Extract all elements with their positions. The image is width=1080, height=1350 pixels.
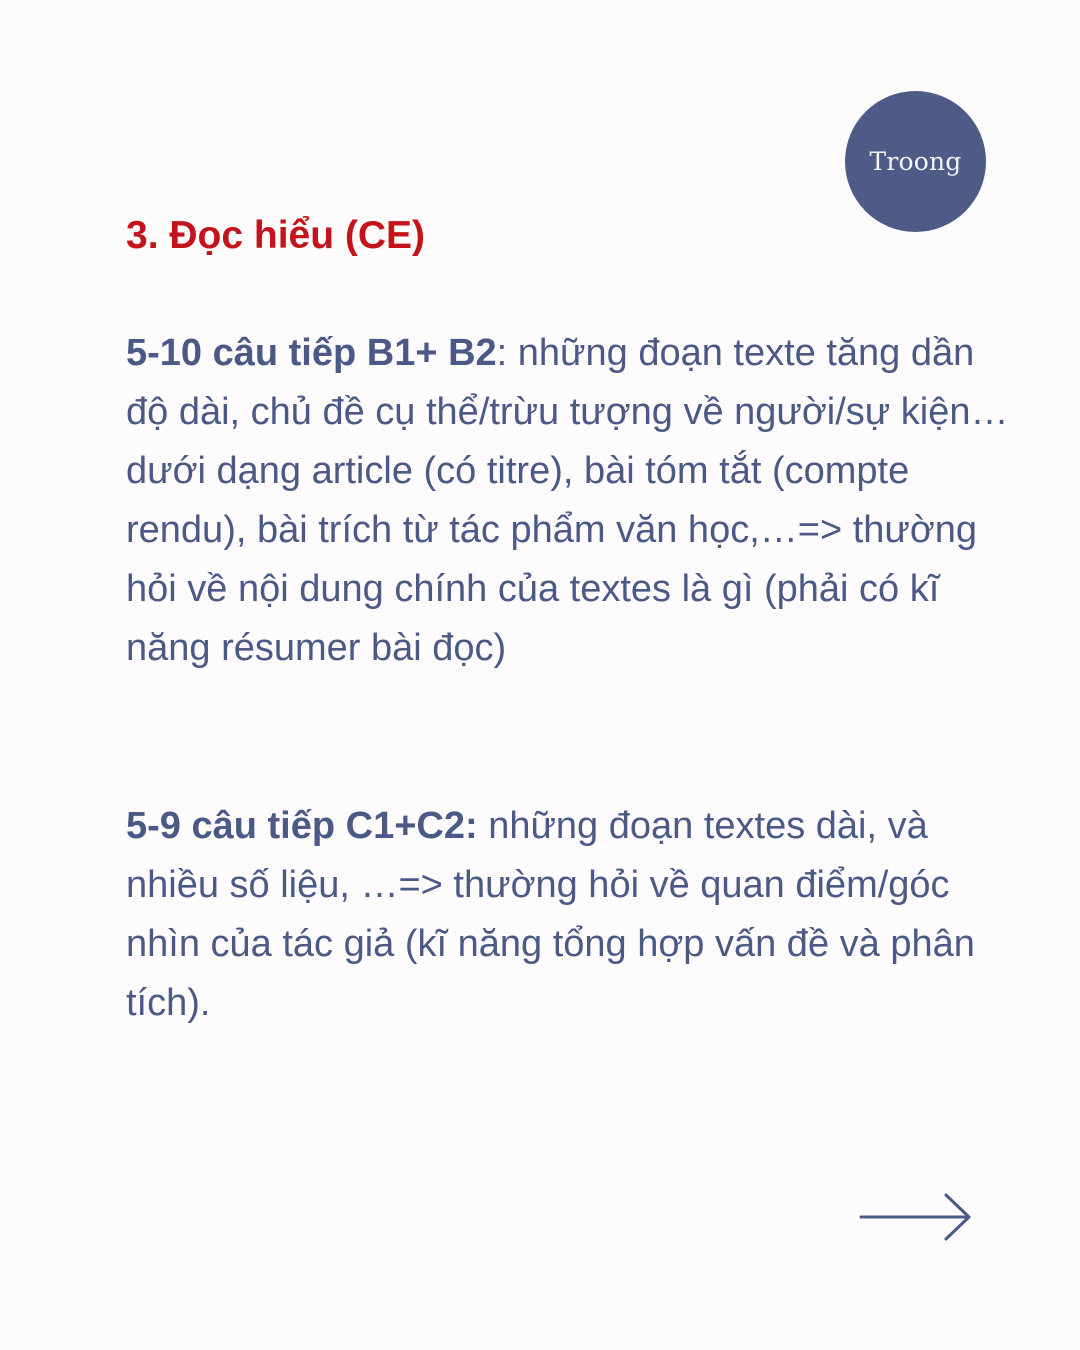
paragraph-c1-c2-body: những đoạn textes dài, và nhiều số liệu, …=> thường hỏi về quan điểm/góc nhìn của tác giả (kĩ năng tổng hợp vấn đề và phân tích). xyxy=(126,805,975,1024)
paragraph-c1-c2-lead: 5-9 câu tiếp C1+C2: xyxy=(126,805,478,847)
paragraph-b1-b2-body: : những đoạn texte tăng dần độ dài, chủ đề cụ thể/trừu tượng về người/sự kiện…dưới dạng article (có titre), bài tóm tắt (compte rendu), bài trích từ tác phẩm văn học,…=> thường hỏi về nội dung chính của textes là gì (phải có kĩ năng résumer bài đọc) xyxy=(126,332,1009,669)
paragraph-c1-c2 xyxy=(126,797,1026,1033)
paragraph-b1-b2-lead: 5-10 câu tiếp B1+ B2 xyxy=(126,332,497,374)
paragraph-b1-b2 xyxy=(126,324,1026,678)
section-heading: 3. Đọc hiểu (CE) xyxy=(126,214,426,257)
brand-badge xyxy=(845,91,986,232)
brand-badge-label: Troong xyxy=(869,147,962,176)
arrow-right-icon[interactable] xyxy=(858,1190,974,1244)
